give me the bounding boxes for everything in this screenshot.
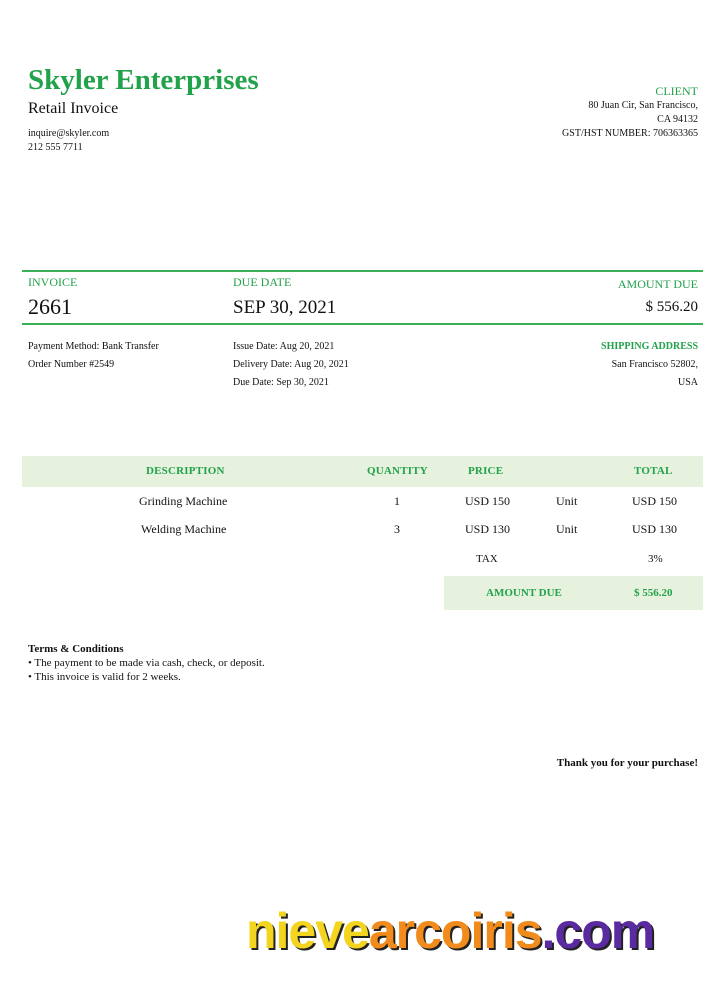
table-row	[22, 522, 703, 550]
row-description: Welding Machine	[141, 522, 227, 536]
watermark	[246, 902, 654, 960]
summary-bottom-divider	[22, 323, 703, 325]
row-total: USD 130	[632, 522, 678, 536]
date-details	[233, 338, 349, 392]
col-total: TOTAL	[634, 465, 673, 477]
table-amount-due-value: $ 556.20	[634, 587, 673, 599]
client-block	[398, 84, 698, 141]
col-description: DESCRIPTION	[146, 465, 225, 477]
terms-line: • This invoice is valid for 2 weeks.	[28, 671, 181, 683]
order-details	[28, 338, 159, 374]
tax-value: 3%	[648, 553, 663, 565]
company-contact	[28, 127, 109, 155]
table-amount-due-label: AMOUNT DUE	[486, 587, 562, 599]
due-date-label: DUE DATE	[233, 275, 292, 289]
company-name: Skyler Enterprises	[28, 64, 259, 96]
amount-due-box	[444, 576, 703, 610]
col-price: PRICE	[468, 465, 504, 477]
client-gst: GST/HST NUMBER: 706363365	[562, 128, 698, 139]
tax-row	[22, 553, 703, 573]
shipping-label: SHIPPING ADDRESS	[601, 341, 698, 352]
order-number: Order Number #2549	[28, 359, 115, 370]
terms-line: • The payment to be made via cash, check, or deposit.	[28, 657, 265, 669]
issue-date: Issue Date: Aug 20, 2021	[233, 341, 335, 352]
terms-block	[28, 642, 265, 684]
company-phone: 212 555 7711	[28, 142, 83, 153]
row-price: USD 130	[465, 522, 511, 536]
tax-label: TAX	[476, 553, 498, 565]
client-label: CLIENT	[655, 84, 698, 98]
amount-due-value: $ 556.20	[645, 299, 698, 315]
row-quantity: 1	[394, 494, 400, 508]
payment-method: Payment Method: Bank Transfer	[28, 341, 159, 352]
invoice-number: 2661	[28, 294, 72, 319]
thank-you-note: Thank you for your purchase!	[556, 757, 698, 769]
invoice-type: Retail Invoice	[28, 100, 119, 117]
amount-due-label: AMOUNT DUE	[617, 277, 698, 291]
row-description: Grinding Machine	[139, 494, 228, 508]
watermark-part: arcoiris	[368, 903, 542, 959]
shipping-address	[601, 338, 698, 392]
due-date-value: SEP 30, 2021	[233, 297, 337, 318]
table-row	[22, 494, 703, 522]
row-quantity: 3	[394, 522, 400, 536]
detail-due-date: Due Date: Sep 30, 2021	[233, 377, 329, 388]
shipping-line2: USA	[677, 377, 698, 388]
shipping-line1: San Francisco 52802,	[611, 359, 698, 370]
watermark-part: .com	[541, 903, 655, 959]
row-price: USD 150	[465, 494, 511, 508]
client-address-line2: CA 94132	[657, 114, 698, 125]
row-unit: Unit	[556, 522, 578, 536]
company-email: inquire@skyler.com	[28, 128, 110, 139]
items-table-header	[22, 456, 703, 487]
terms-title: Terms & Conditions	[28, 643, 124, 655]
delivery-date: Delivery Date: Aug 20, 2021	[233, 359, 349, 370]
col-quantity: QUANTITY	[367, 465, 428, 477]
row-total: USD 150	[632, 494, 678, 508]
watermark-part: nieve	[246, 903, 369, 959]
invoice-label: INVOICE	[28, 275, 78, 289]
row-unit: Unit	[556, 494, 578, 508]
summary-top-divider	[22, 270, 703, 272]
client-address-line1: 80 Juan Cir, San Francisco,	[588, 100, 698, 111]
